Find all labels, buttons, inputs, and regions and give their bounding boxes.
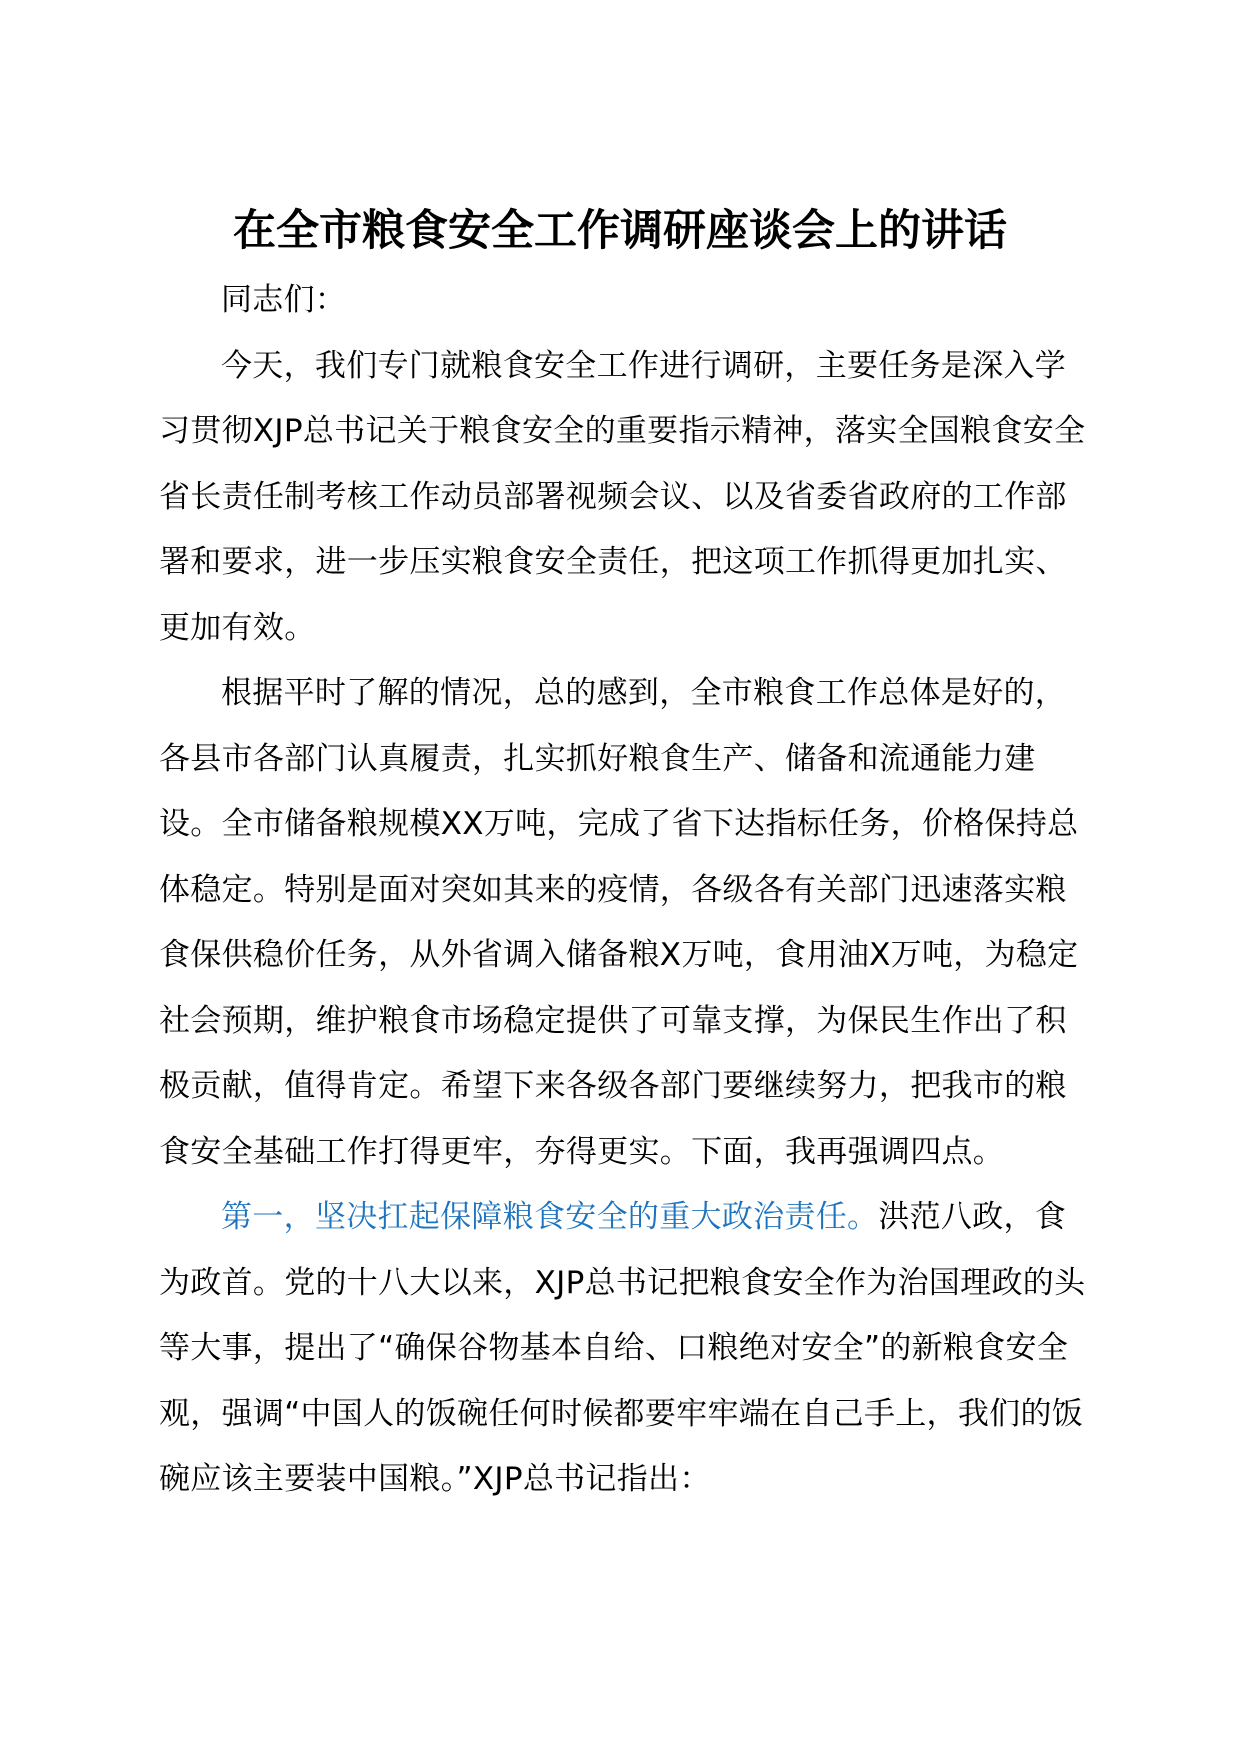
paragraph-3-body: 洪范八政，食为政首。党的十八大以来，XJP总书记把粮食安全作为治国理政的头等大事，提出了“确保谷物基本自给、口粮绝对安全”的新粮食安全观，强调“中国人的饭碗任何时候都要牢牢端在自己手上，我们的饭碗应该主要装中国粮。”XJP总书记指出：: [159, 1199, 1086, 1497]
document-body: [159, 268, 1089, 1513]
paragraph-1: 今天，我们专门就粮食安全工作进行调研，主要任务是深入学习贯彻XJP总书记关于粮食安全的重要指示精神，落实全国粮食安全省长责任制考核工作动员部署视频会议、以及省委省政府的工作部署和要求，进一步压实粮食安全责任，把这项工作抓得更加扎实、更加有效。: [159, 347, 1086, 646]
section-heading-1: 第一，坚决扛起保障粮食安全的重大政治责任。: [221, 1199, 879, 1235]
salutation: 同志们：: [221, 282, 347, 318]
document-title: 在全市粮食安全工作调研座谈会上的讲话: [233, 206, 1007, 256]
paragraph-2: 根据平时了解的情况，总的感到，全市粮食工作总体是好的，各县市各部门认真履责，扎实抓好粮食生产、储备和流通能力建设。全市储备粮规模XX万吨，完成了省下达指标任务，价格保持总体稳定。特别是面对突如其来的疫情，各级各有关部门迅速落实粮食保供稳价任务，从外省调入储备粮X万吨，食用油X万吨，为稳定社会预期，维护粮食市场稳定提供了可靠支撑，为保民生作出了积极贡献，值得肯定。希望下来各级各部门要继续努力，把我市的粮食安全基础工作打得更牢，夯得更实。下面，我再强调四点。: [159, 675, 1079, 1170]
paragraph-3: [159, 1185, 1089, 1513]
